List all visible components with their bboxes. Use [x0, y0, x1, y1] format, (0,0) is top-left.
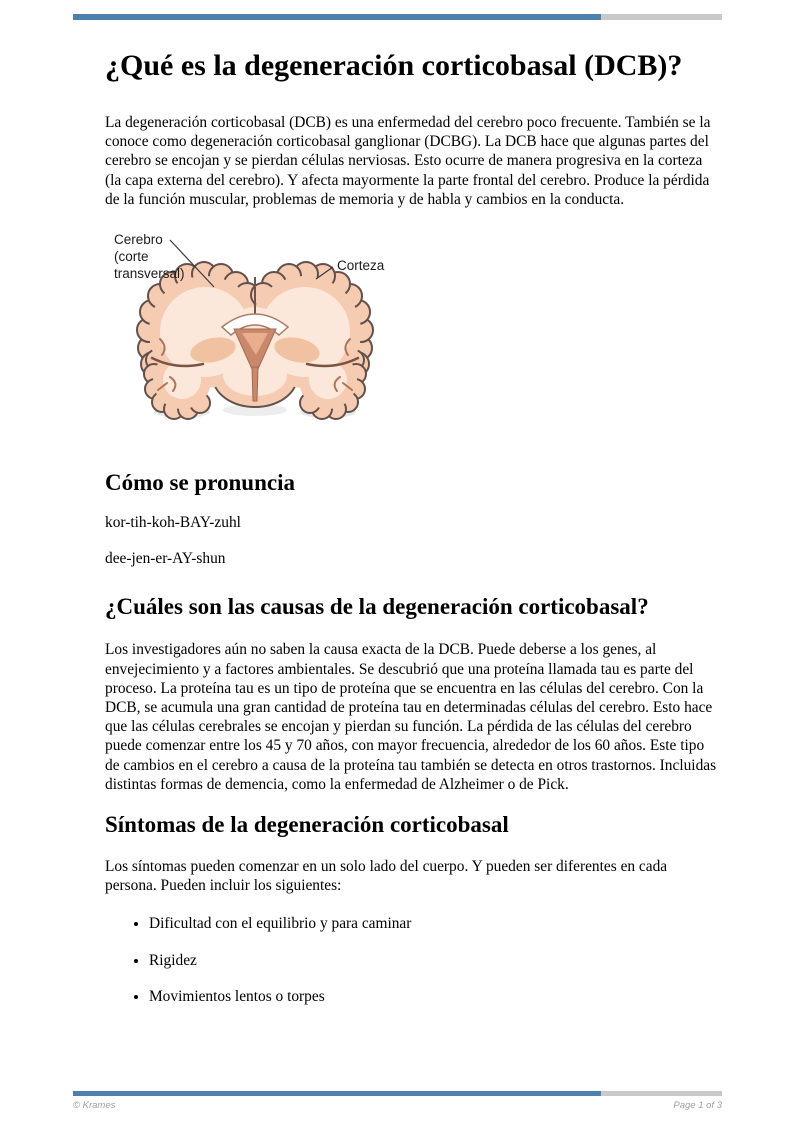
- footer-divider-bar: [73, 1091, 722, 1096]
- causes-heading: ¿Cuáles son las causas de la degeneración corticobasal?: [105, 594, 649, 620]
- section-causes: [105, 593, 717, 794]
- pronunciation-heading: Cómo se pronuncia: [105, 470, 295, 496]
- symptom-item: • Rigidez: [149, 951, 717, 970]
- footer-divider-gray-segment: [601, 1091, 722, 1096]
- symptoms-paragraph: Los síntomas pueden comenzar en un solo lado del cuerpo. Y pueden ser diferentes en cada persona. Pueden incluir los siguientes:: [105, 858, 668, 895]
- symptoms-heading: Síntomas de la degeneración corticobasal: [105, 812, 509, 838]
- pronunciation-line-1: kor-tih-koh-BAY-zuhl: [105, 514, 241, 532]
- label-corteza: Corteza: [337, 258, 385, 274]
- footer-divider-blue-segment: [73, 1091, 601, 1096]
- pronunciation-line-2: dee-jen-er-AY-shun: [105, 550, 226, 568]
- symptom-item: • Dificultad con el equilibrio y para caminar: [149, 914, 717, 933]
- label-cerebro-line1: Cerebro: [114, 232, 163, 248]
- brain-cross-section-illustration: [100, 227, 470, 457]
- section-pronunciation: [105, 469, 717, 568]
- causes-paragraph: Los investigadores aún no saben la causa exacta de la DCB. Puede deberse a los genes, al envejecimiento y a factores ambientales. Se descubrió que una proteína llamada tau es parte del proceso. La proteína tau es un tipo de proteína que se encuentra en las células del cerebro. Con la DCB, se acumula una gran cantidad de proteína tau en determinadas células del cerebro. Esto hace que las células cerebrales se encojan y pierdan su función. La pérdida de las células del cerebro puede comenzar entre los 45 y 70 años, con mayor frecuencia, alrededor de los 60 años. Este tipo de cambios en el cerebro a causa de la proteína tau también se detecta en otros trastornos. Incluidas distintas formas de demencia, como la enfermedad de Alzheimer o de Pick.: [105, 641, 717, 793]
- symptom-item: • Movimientos lentos o torpes: [149, 987, 717, 1006]
- section-symptoms: [105, 811, 717, 1006]
- symptoms-list: [105, 914, 717, 1006]
- page-footer: [73, 1100, 722, 1111]
- intro-paragraph: La degeneración corticobasal (DCB) es una enfermedad del cerebro poco frecuente. También se la conoce como degeneración corticobasal ganglionar (DCBG). La DCB hace que algunas partes del cerebro se encojan y se pierdan células nerviosas. Esto ocurre de manera progresiva en la corteza (la capa externa del cerebro). Y afecta mayormente la parte frontal del cerebro. Produce la pérdida de la función muscular, problemas de memoria y de habla y cambios en la conducta.: [105, 114, 711, 208]
- brain-figure: [100, 227, 470, 457]
- top-divider-bar: [73, 14, 722, 20]
- footer-page-number: Page 1 of 3: [673, 1100, 722, 1111]
- top-divider-blue-segment: [73, 14, 601, 20]
- label-cerebro-line3: transversal): [114, 266, 185, 282]
- page-title: ¿Qué es la degeneración corticobasal (DCB)?: [105, 49, 683, 82]
- footer-copyright: © Krames: [73, 1100, 116, 1111]
- top-divider-gray-segment: [601, 14, 722, 20]
- document-content: [105, 48, 717, 1023]
- label-cerebro-line2: (corte: [114, 249, 149, 265]
